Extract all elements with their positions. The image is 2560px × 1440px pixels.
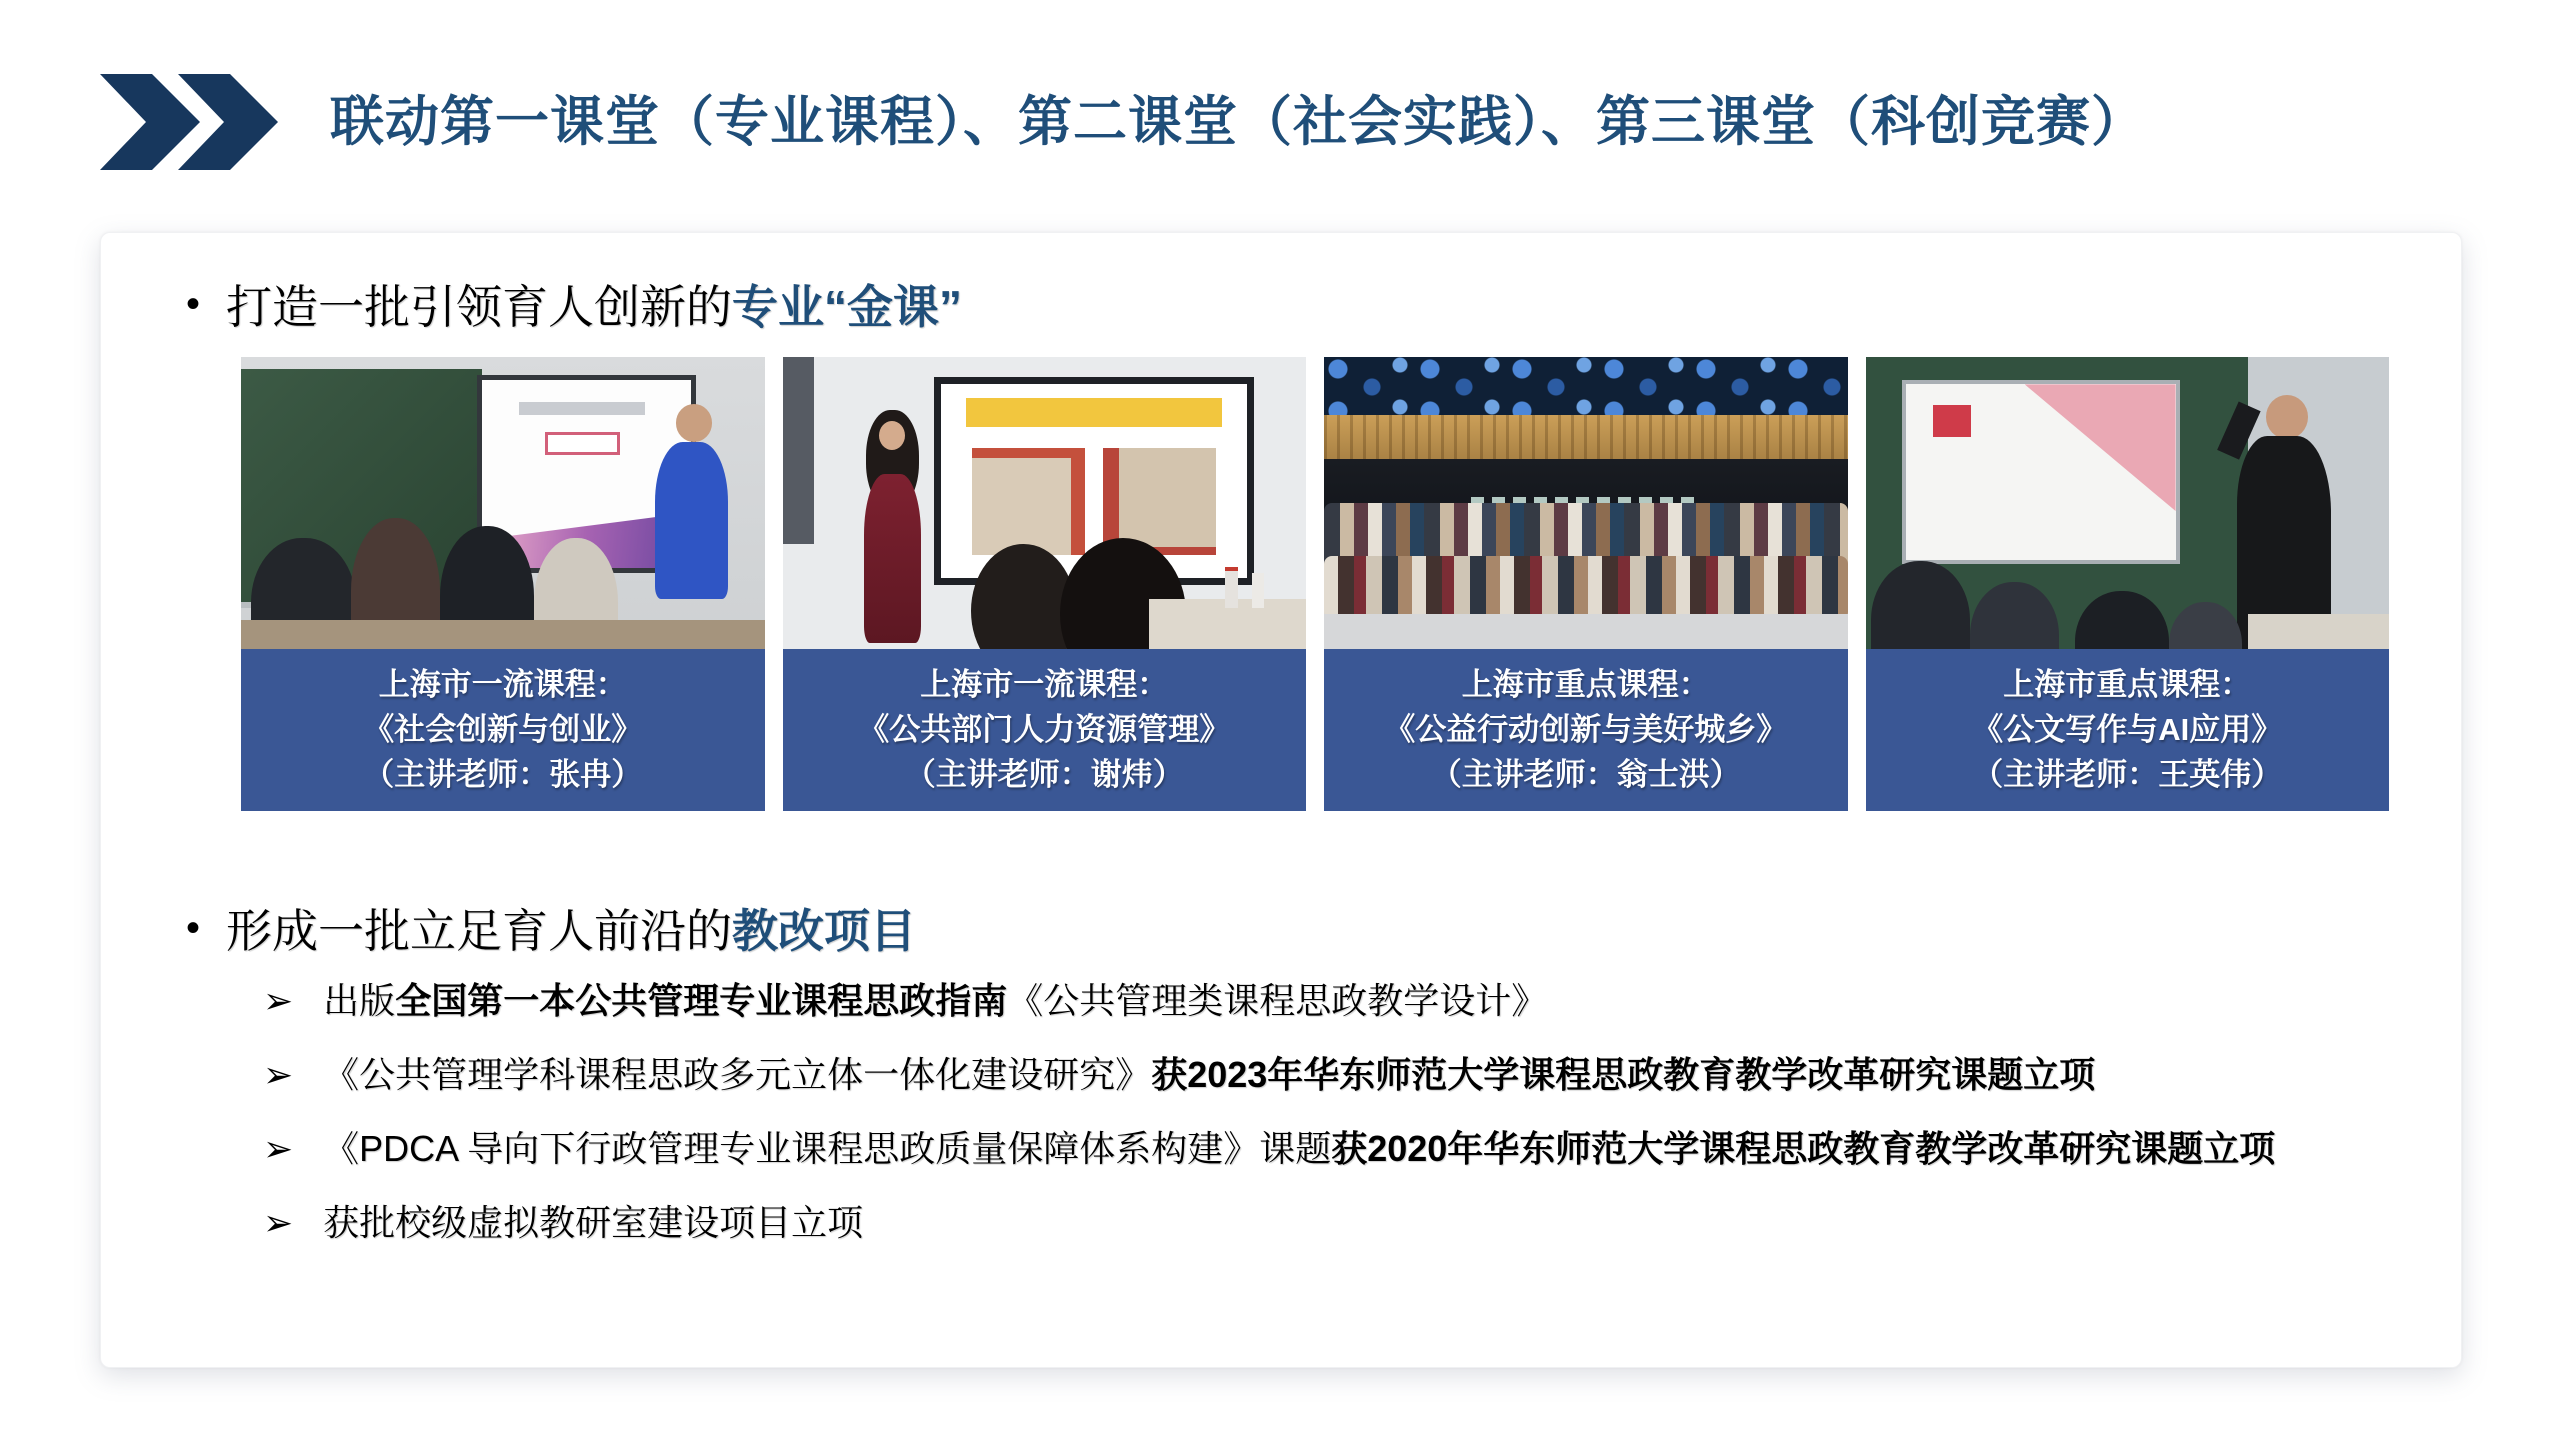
lead-text-highlight: 教改项目 — [732, 905, 917, 957]
course-caption — [783, 649, 1307, 811]
projects-lead-bullet — [186, 895, 916, 961]
student — [2075, 591, 2169, 649]
text-run: 《公共管理学科课程思政多元立体一体化建设研究》 — [323, 1054, 1152, 1095]
text-run: 获2020年华东师范大学课程思政教育教学改革研究课题立项 — [1331, 1128, 2276, 1169]
courses-lead-bullet — [186, 271, 962, 337]
course-caption — [241, 649, 765, 811]
project-item — [263, 977, 2275, 1025]
project-text — [323, 1051, 2095, 1099]
text-run: 《PDCA 导向下行政管理专业课程思政质量保障体系构建》课题 — [323, 1128, 1332, 1169]
course-card — [1324, 357, 1848, 811]
whiteboard — [1902, 380, 2179, 564]
course-title: 《社会创新与创业》 — [363, 712, 643, 747]
course-award: 上海市重点课程： — [2003, 667, 2252, 702]
project-list — [263, 977, 2275, 1247]
text-run: 出版 — [323, 980, 396, 1021]
text-run: 获2023年华东师范大学课程思政教育教学改革研究课题立项 — [1151, 1054, 2096, 1095]
student — [2169, 602, 2242, 649]
course-card — [1866, 357, 2390, 811]
wood-panel-wall — [1324, 415, 1848, 465]
course-card — [783, 357, 1307, 811]
course-award: 上海市重点课程： — [1461, 667, 1710, 702]
text-run: 全国第一本公共管理专业课程思政指南 — [395, 980, 1008, 1021]
course-award: 上海市一流课程： — [378, 667, 627, 702]
chevron-icon — [100, 74, 200, 170]
desk — [241, 620, 765, 649]
group-crouching-row — [1324, 556, 1848, 620]
desk — [2248, 614, 2389, 649]
course-teacher: （主讲老师：谢炜） — [904, 757, 1184, 792]
course-teacher: （主讲老师：翁士洪） — [1430, 757, 1741, 792]
project-text — [323, 977, 1547, 1025]
course-photo-lecture-classroom — [241, 357, 765, 649]
project-item — [263, 1125, 2275, 1173]
arrow-bullet-icon: ➢ — [263, 1202, 294, 1243]
presenter — [2266, 395, 2308, 439]
course-teacher: （主讲老师：王英伟） — [1972, 757, 2283, 792]
project-item — [263, 1051, 2275, 1099]
text-run: 获批校级虚拟教研室建设项目立项 — [323, 1202, 864, 1243]
lead-text-highlight: 专业“金课” — [732, 281, 963, 333]
course-gallery — [241, 357, 2389, 811]
course-caption — [1866, 649, 2390, 811]
double-chevron-icon — [100, 74, 280, 170]
course-title: 《公共部门人力资源管理》 — [858, 712, 1231, 747]
course-card — [241, 357, 765, 811]
slide-title: 联动第一课堂（专业课程）、第二课堂（社会实践）、第三课堂（科创竞赛） — [330, 92, 2146, 152]
text-run: 《公共管理类课程思政教学设计》 — [1007, 980, 1548, 1021]
content-card — [100, 232, 2462, 1368]
course-photo-group-hall — [1324, 357, 1848, 649]
bullet-dot-icon: • — [186, 906, 201, 950]
water-bottle — [1252, 573, 1265, 608]
lead-text-normal: 形成一批立足育人前沿的 — [226, 905, 733, 957]
course-award: 上海市一流课程： — [920, 667, 1169, 702]
bullet-dot-icon: • — [186, 282, 201, 326]
course-title: 《公益行动创新与美好城乡》 — [1384, 712, 1788, 747]
course-caption — [1324, 649, 1848, 811]
arrow-bullet-icon: ➢ — [263, 1128, 294, 1169]
course-photo-classroom-speaker — [1866, 357, 2390, 649]
presenter — [676, 404, 713, 442]
door — [783, 357, 814, 544]
lead-text-normal: 打造一批引领育人创新的 — [226, 281, 733, 333]
arrow-bullet-icon: ➢ — [263, 1054, 294, 1095]
projects-lead-text — [226, 895, 916, 961]
balloon-ceiling — [1324, 357, 1848, 421]
courses-lead-text — [226, 271, 962, 337]
project-item — [263, 1199, 2275, 1247]
floor — [1324, 614, 1848, 649]
student — [1970, 582, 2059, 649]
course-teacher: （主讲老师：张冉） — [363, 757, 643, 792]
course-title: 《公文写作与AI应用》 — [1972, 712, 2283, 747]
project-text — [323, 1125, 2275, 1173]
project-text — [323, 1199, 863, 1247]
arrow-bullet-icon: ➢ — [263, 980, 294, 1021]
student — [1871, 561, 1970, 649]
course-photo-seminar-room — [783, 357, 1307, 649]
water-bottle — [1225, 567, 1238, 608]
